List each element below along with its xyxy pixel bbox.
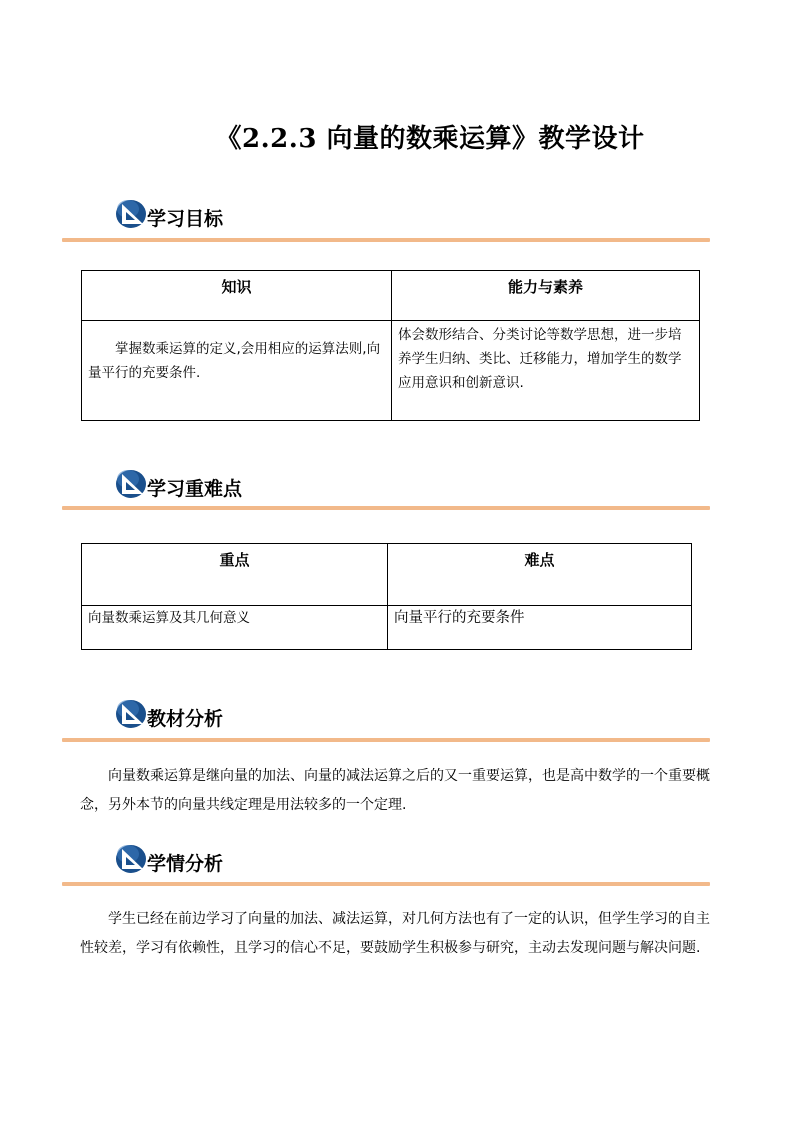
- table-cell: 掌握数乘运算的定义,会用相应的运算法则,向量平行的充要条件.: [82, 321, 392, 421]
- section-divider: [62, 882, 710, 886]
- keypoints-table: [81, 543, 692, 650]
- section-title: 教材分析: [147, 708, 224, 730]
- triangle-ruler-icon: [115, 468, 147, 500]
- section-title: 学习重难点: [147, 478, 243, 500]
- material-paragraph: 向量数乘运算是继向量的加法、向量的减法运算之后的又一重要运算，也是高中数学的一个重要概念，另外本节的向量共线定理是用法较多的一个定理.: [80, 768, 710, 813]
- table-cell: 向量数乘运算及其几何意义: [82, 606, 388, 650]
- section-divider: [62, 238, 710, 242]
- page-title: 《2.2.3 向量的数乘运算》教学设计: [215, 124, 645, 154]
- triangle-ruler-icon: [115, 198, 147, 230]
- section-title: 学习目标: [147, 208, 224, 230]
- table-header: 难点: [388, 544, 692, 606]
- table-header: 能力与素养: [392, 271, 700, 321]
- table-header: 知识: [82, 271, 392, 321]
- section-title: 学情分析: [147, 853, 224, 875]
- table-cell: 向量平行的充要条件: [388, 606, 692, 650]
- goals-table: [81, 270, 700, 421]
- section-divider: [62, 738, 710, 742]
- triangle-ruler-icon: [115, 843, 147, 875]
- triangle-ruler-icon: [115, 698, 147, 730]
- section-divider: [62, 506, 710, 510]
- table-header: 重点: [82, 544, 388, 606]
- students-paragraph: 学生已经在前边学习了向量的加法、减法运算，对几何方法也有了一定的认识，但学生学习的自主性较差，学习有依赖性，且学习的信心不足，要鼓励学生积极参与研究，主动去发现问题与解决问题.: [80, 911, 710, 956]
- table-cell: 体会数形结合、分类讨论等数学思想，进一步培养学生归纳、类比、迁移能力，增加学生的数学应用意识和创新意识.: [392, 321, 700, 421]
